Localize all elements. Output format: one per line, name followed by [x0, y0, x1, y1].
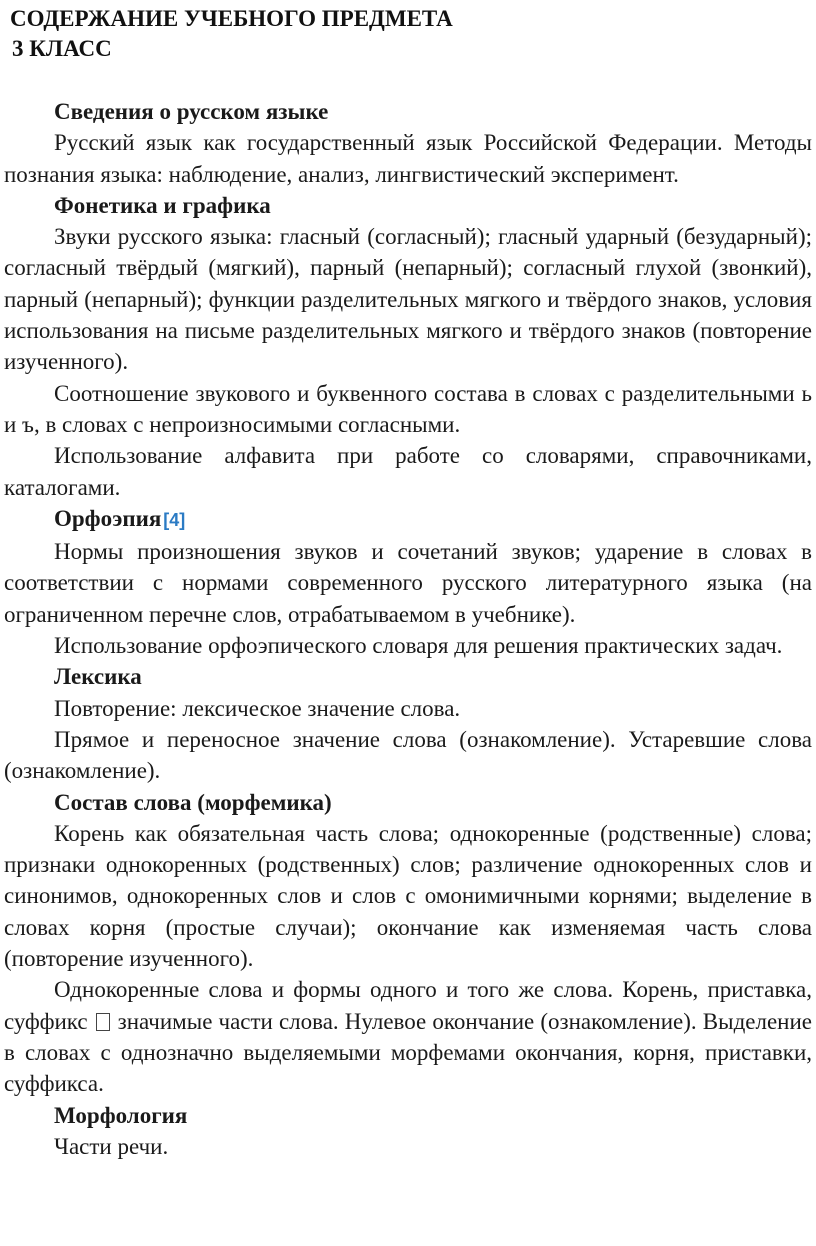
section-orthoepy: [4, 503, 812, 661]
paragraph: Использование орфоэпического словаря для решения практических задач.: [54, 633, 783, 659]
paragraph: Прямое и переносное значение слова (ознакомление). Устаревшие слова (ознакомление).: [4, 726, 812, 784]
grade-title: 3 КЛАСС: [12, 36, 112, 61]
section-morphemics: [4, 787, 812, 1100]
section-heading: [4, 503, 812, 536]
paragraph: Звуки русского языка: гласный (согласный); гласный ударный (безударный); согласный твёрдый (мягкий), парный (непарный); согласный глухой (звонкий), парный (непарный); функции разделительных мягкого и твёрдого знаков, условия использования на письме разделительных мягкого и твёрдого знаков (повторение изученного).: [4, 224, 812, 375]
paragraph: Использование алфавита при работе со словарями, справочниками, каталогами.: [4, 443, 812, 500]
paragraph: Повторение: лексическое значение слова.: [54, 695, 461, 721]
document-page: [4, 4, 812, 1162]
section-heading: Сведения о русском языке: [54, 99, 329, 124]
paragraph: Части речи.: [54, 1133, 169, 1159]
paragraph: Корень как обязательная часть слова; однокоренные (родственные) слова; признаки однокоренных (родственных) слов; различение однокоренных слов и синонимов, однокоренных слов и слов с омонимичными корнями; выделение в словах корня (простые случаи); окончание как изменяемая часть слова (повторение изученного).: [4, 820, 812, 972]
heading-text: Орфоэпия: [54, 505, 162, 531]
paragraph: [4, 974, 812, 1099]
paragraph: Нормы произношения звуков и сочетаний звуков; ударение в словах в соответствии с нормами современного русского литературного языка (на ограниченном перечне слов, отрабатываемом в учебнике).: [4, 539, 812, 627]
spacer: [4, 64, 812, 96]
section-heading: Морфология: [54, 1102, 188, 1128]
section-morphology: [4, 1100, 812, 1163]
missing-glyph-icon: [96, 1013, 110, 1031]
section-heading: Фонетика и графика: [54, 192, 271, 218]
section-heading: Состав слова (морфемика): [54, 789, 332, 815]
section-lexicon: [4, 661, 812, 786]
section-russian-language: [4, 96, 812, 190]
section-heading: Лексика: [54, 664, 142, 690]
paragraph: Русский язык как государственный язык Российской Федерации. Методы познания языка: наблюдение, анализ, лингвистический эксперимент.: [4, 130, 812, 187]
footnote-reference-link[interactable]: [4]: [163, 509, 186, 530]
section-phonetics: [4, 190, 812, 503]
paragraph-text: Однокоренные слова и формы одного и того же слова. Корень, приставка, суффикс: [4, 977, 812, 1034]
paragraph: Соотношение звукового и буквенного состава в словах с разделительными ь и ъ, в словах с непроизносимыми согласными.: [4, 380, 812, 437]
paragraph-text: значимые части слова. Нулевое окончание (ознакомление). Выделение в словах с однозначно выделяемыми морфемами окончания, корня, приставки, суффикса.: [4, 1008, 812, 1097]
document-title: СОДЕРЖАНИЕ УЧЕБНОГО ПРЕДМЕТА: [10, 6, 453, 31]
